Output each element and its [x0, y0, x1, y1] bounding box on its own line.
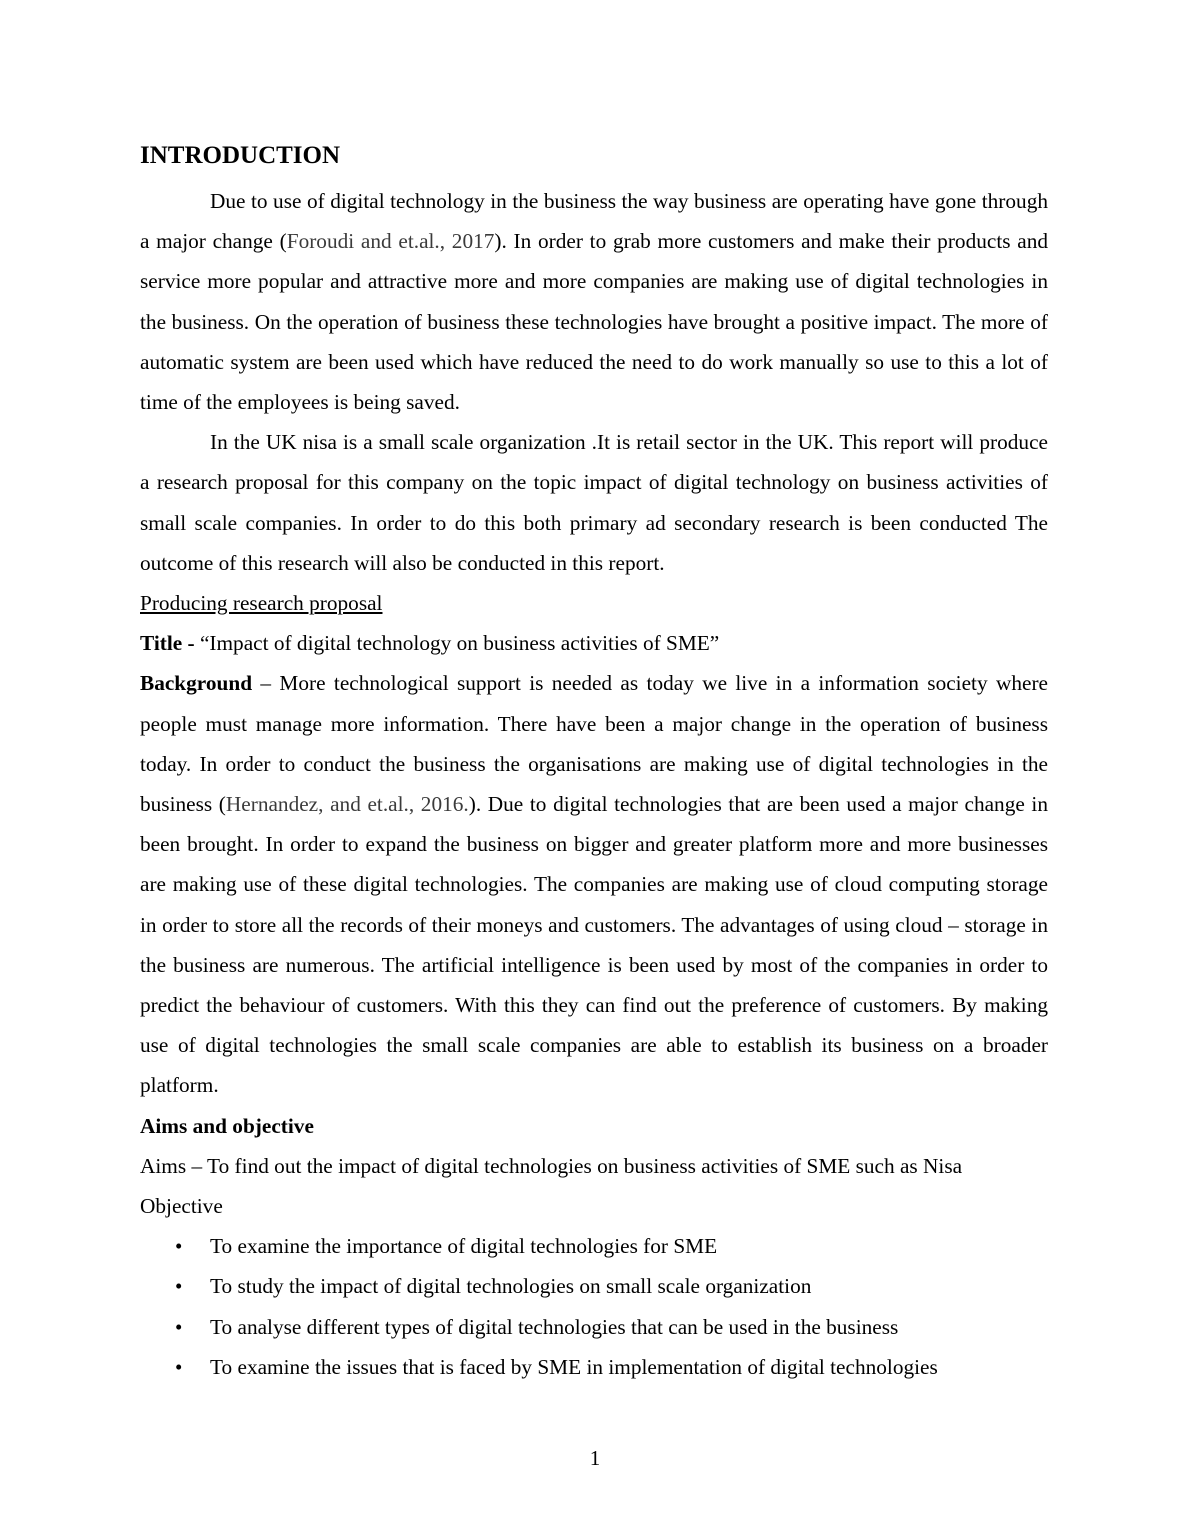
paragraph-text: Due to use of digital technology in the business the way business are operating have gone through a major change (	[140, 189, 1048, 254]
paragraph-text: – More technological support is needed as today we live in a information society where people must manage more information. There have been a major change in the operation of business today. In order to conduct the business the organisations are making use of digital technologies in the business (	[140, 671, 1048, 817]
page-number: 1	[589, 1446, 601, 1470]
bullet-icon: •	[175, 1234, 183, 1259]
bullet-icon: •	[175, 1274, 183, 1299]
list-item	[140, 1266, 1048, 1306]
background-label: Background	[140, 671, 253, 696]
list-item	[140, 1226, 1048, 1266]
title-label: Title -	[140, 631, 195, 656]
aims-text: Aims – To find out the impact of digital technologies on business activities of SME such as Nisa	[140, 1153, 963, 1178]
objectives-list	[140, 1226, 1048, 1387]
subheading-line	[140, 583, 1048, 623]
aims-heading: Aims and objective	[140, 1113, 314, 1138]
paragraph-text: ). Due to digital technologies that are been used a major change in been brought. In order to expand the business on bigger and greater platform more and more businesses are making use of these digital technologies. The companies are making use of cloud computing storage in order to store all the records of their moneys and customers. The advantages of using cloud – storage in the business are numerous. The artificial intelligence is been used by most of the companies in order to predict the behaviour of customers. With this they can find out the preference of customers. By making use of digital technologies the small scale companies are able to establish its business on a broader platform.	[140, 792, 1048, 1098]
list-item	[140, 1347, 1048, 1387]
list-item-text: To examine the issues that is faced by SME in implementation of digital technologies	[210, 1354, 938, 1379]
paragraph-text: ). In order to grab more customers and make their products and service more popular and attractive more and more companies are making use of digital technologies in the business. On the operation of business these technologies have brought a positive impact. The more of automatic system are been used which have reduced the need to do work manually so use to this a lot of time of the employees is being saved.	[140, 229, 1048, 415]
objective-label: Objective	[140, 1194, 223, 1219]
list-item-text: To study the impact of digital technologies on small scale organization	[210, 1274, 812, 1299]
background-paragraph	[140, 663, 1048, 1105]
citation: Foroudi and et.al., 2017	[286, 229, 495, 254]
list-item-text: To analyse different types of digital technologies that can be used in the business	[210, 1314, 899, 1339]
list-item-text: To examine the importance of digital technologies for SME	[210, 1234, 718, 1259]
title-line	[140, 623, 1048, 663]
list-item	[140, 1307, 1048, 1347]
citation: Hernandez, and et.al., 2016.	[225, 792, 469, 817]
section-heading: INTRODUCTION	[140, 142, 341, 169]
intro-paragraph-1	[140, 181, 1048, 422]
aims-heading-line	[140, 1106, 1048, 1146]
document-body	[140, 181, 1048, 1387]
subheading: Producing research proposal	[140, 591, 383, 616]
bullet-icon: •	[175, 1354, 183, 1379]
bullet-icon: •	[175, 1314, 183, 1339]
intro-paragraph-2: In the UK nisa is a small scale organization .It is retail sector in the UK. This report will produce a research proposal for this company on the topic impact of digital technology on business activities of small scale companies. In order to do this both primary ad secondary research is been conducted The outcome of this research will also be conducted in this report.	[140, 430, 1048, 575]
title-text: “Impact of digital technology on business activities of SME”	[194, 631, 720, 656]
